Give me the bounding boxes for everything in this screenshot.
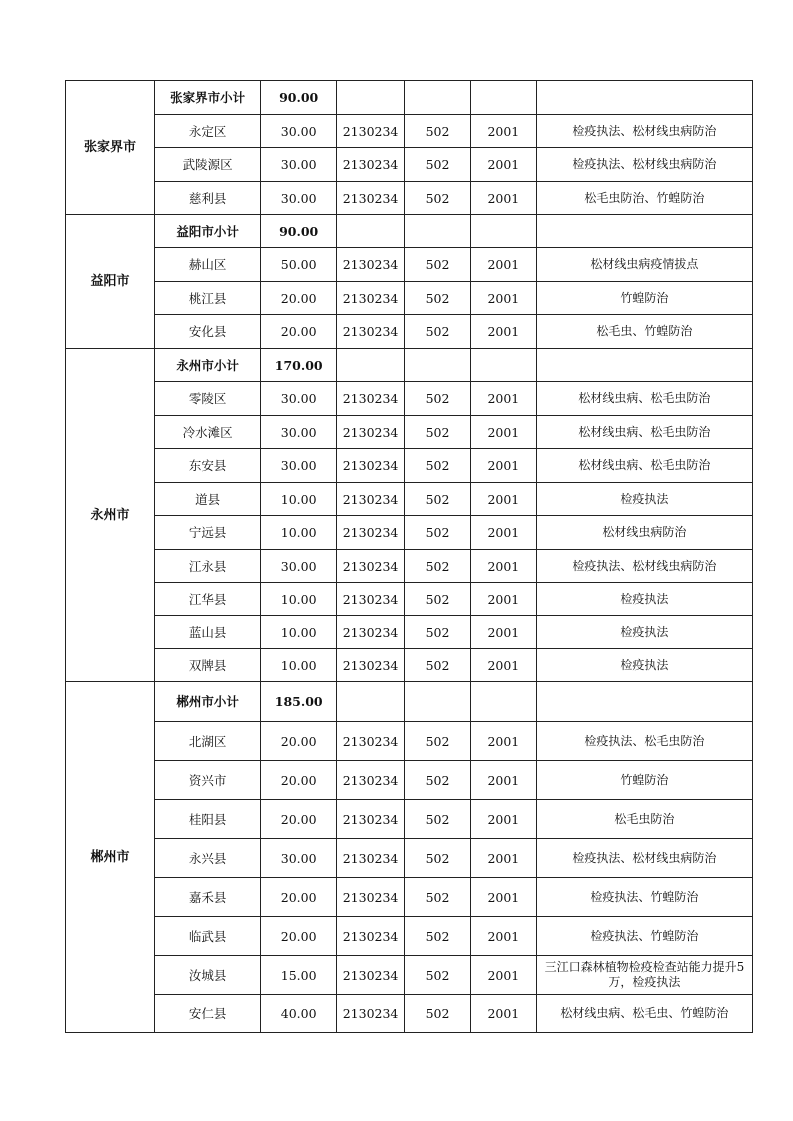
amount: 30.00 — [261, 839, 337, 878]
category-code: 2001 — [470, 722, 536, 761]
county-name: 北湖区 — [154, 722, 260, 761]
function-code: 2130234 — [337, 839, 405, 878]
description: 检疫执法 — [536, 649, 752, 682]
description: 松毛虫、竹蝗防治 — [536, 315, 752, 349]
function-code: 2130234 — [337, 115, 405, 148]
description: 竹蝗防治 — [536, 761, 752, 800]
amount: 50.00 — [261, 248, 337, 282]
amount: 30.00 — [261, 382, 337, 416]
table-row — [66, 956, 753, 995]
table-row — [66, 182, 753, 215]
function-code: 2130234 — [337, 282, 405, 315]
table-row — [66, 148, 753, 182]
economic-code: 502 — [405, 483, 471, 516]
county-name: 资兴市 — [154, 761, 260, 800]
county-name: 江永县 — [154, 550, 260, 583]
category-code: 2001 — [470, 800, 536, 839]
category-code: 2001 — [470, 550, 536, 583]
county-name: 道县 — [154, 483, 260, 516]
description: 松材线虫病、松毛虫防治 — [536, 382, 752, 416]
economic-code: 502 — [405, 800, 471, 839]
amount: 10.00 — [261, 649, 337, 682]
function-code: 2130234 — [337, 583, 405, 616]
economic-code: 502 — [405, 956, 471, 995]
empty-cell — [337, 682, 405, 722]
table-row — [66, 878, 753, 917]
table-row — [66, 282, 753, 315]
description: 检疫执法 — [536, 583, 752, 616]
table-row — [66, 649, 753, 682]
subtotal-amount: 90.00 — [261, 81, 337, 115]
category-code: 2001 — [470, 115, 536, 148]
county-name: 双牌县 — [154, 649, 260, 682]
function-code: 2130234 — [337, 248, 405, 282]
function-code: 2130234 — [337, 616, 405, 649]
description: 松材线虫病、松毛虫、竹蝗防治 — [536, 995, 752, 1033]
empty-cell — [405, 682, 471, 722]
empty-cell — [337, 215, 405, 248]
economic-code: 502 — [405, 115, 471, 148]
empty-cell — [405, 81, 471, 115]
city-name: 郴州市 — [66, 682, 155, 1033]
economic-code: 502 — [405, 917, 471, 956]
empty-cell — [470, 81, 536, 115]
empty-cell — [405, 349, 471, 382]
amount: 10.00 — [261, 583, 337, 616]
economic-code: 502 — [405, 449, 471, 483]
table-row — [66, 800, 753, 839]
county-name: 东安县 — [154, 449, 260, 483]
category-code: 2001 — [470, 761, 536, 800]
category-code: 2001 — [470, 917, 536, 956]
city-name: 益阳市 — [66, 215, 155, 349]
economic-code: 502 — [405, 382, 471, 416]
economic-code: 502 — [405, 416, 471, 449]
category-code: 2001 — [470, 616, 536, 649]
table-row — [66, 516, 753, 550]
function-code: 2130234 — [337, 182, 405, 215]
county-name: 永定区 — [154, 115, 260, 148]
subtotal-amount: 185.00 — [261, 682, 337, 722]
amount: 30.00 — [261, 449, 337, 483]
amount: 10.00 — [261, 516, 337, 550]
amount: 20.00 — [261, 761, 337, 800]
subtotal-label: 张家界市小计 — [154, 81, 260, 115]
category-code: 2001 — [470, 182, 536, 215]
economic-code: 502 — [405, 839, 471, 878]
function-code: 2130234 — [337, 315, 405, 349]
function-code: 2130234 — [337, 516, 405, 550]
economic-code: 502 — [405, 722, 471, 761]
subtotal-label: 永州市小计 — [154, 349, 260, 382]
description: 松材线虫病防治 — [536, 516, 752, 550]
description: 检疫执法、松材线虫病防治 — [536, 148, 752, 182]
county-name: 汝城县 — [154, 956, 260, 995]
category-code: 2001 — [470, 248, 536, 282]
description: 三江口森林植物检疫检查站能力提升5万，检疫执法 — [536, 956, 752, 995]
amount: 30.00 — [261, 550, 337, 583]
county-name: 慈利县 — [154, 182, 260, 215]
function-code: 2130234 — [337, 382, 405, 416]
function-code: 2130234 — [337, 761, 405, 800]
county-name: 宁远县 — [154, 516, 260, 550]
county-name: 蓝山县 — [154, 616, 260, 649]
function-code: 2130234 — [337, 550, 405, 583]
table-row — [66, 583, 753, 616]
subtotal-amount: 90.00 — [261, 215, 337, 248]
subtotal-row — [66, 215, 753, 248]
county-name: 安化县 — [154, 315, 260, 349]
empty-cell — [405, 215, 471, 248]
table-row — [66, 839, 753, 878]
county-name: 江华县 — [154, 583, 260, 616]
table-row — [66, 382, 753, 416]
county-name: 安仁县 — [154, 995, 260, 1033]
category-code: 2001 — [470, 315, 536, 349]
empty-cell — [536, 349, 752, 382]
economic-code: 502 — [405, 516, 471, 550]
table-row — [66, 761, 753, 800]
table-row — [66, 722, 753, 761]
amount: 20.00 — [261, 917, 337, 956]
empty-cell — [470, 682, 536, 722]
county-name: 桂阳县 — [154, 800, 260, 839]
description: 检疫执法、竹蝗防治 — [536, 917, 752, 956]
economic-code: 502 — [405, 182, 471, 215]
table-row — [66, 917, 753, 956]
category-code: 2001 — [470, 483, 536, 516]
table-row — [66, 315, 753, 349]
function-code: 2130234 — [337, 148, 405, 182]
function-code: 2130234 — [337, 878, 405, 917]
table-row — [66, 550, 753, 583]
category-code: 2001 — [470, 148, 536, 182]
function-code: 2130234 — [337, 956, 405, 995]
description: 检疫执法 — [536, 483, 752, 516]
description: 检疫执法 — [536, 616, 752, 649]
amount: 10.00 — [261, 483, 337, 516]
empty-cell — [536, 215, 752, 248]
function-code: 2130234 — [337, 416, 405, 449]
subtotal-row — [66, 81, 753, 115]
economic-code: 502 — [405, 315, 471, 349]
description: 检疫执法、竹蝗防治 — [536, 878, 752, 917]
amount: 30.00 — [261, 115, 337, 148]
empty-cell — [470, 349, 536, 382]
table-row — [66, 995, 753, 1033]
description: 松材线虫病、松毛虫防治 — [536, 449, 752, 483]
amount: 15.00 — [261, 956, 337, 995]
city-name: 张家界市 — [66, 81, 155, 215]
subtotal-label: 益阳市小计 — [154, 215, 260, 248]
amount: 20.00 — [261, 282, 337, 315]
economic-code: 502 — [405, 995, 471, 1033]
function-code: 2130234 — [337, 800, 405, 839]
category-code: 2001 — [470, 449, 536, 483]
category-code: 2001 — [470, 878, 536, 917]
table-row — [66, 416, 753, 449]
economic-code: 502 — [405, 878, 471, 917]
economic-code: 502 — [405, 761, 471, 800]
county-name: 桃江县 — [154, 282, 260, 315]
amount: 30.00 — [261, 148, 337, 182]
description: 检疫执法、松毛虫防治 — [536, 722, 752, 761]
city-name: 永州市 — [66, 349, 155, 682]
subtotal-row — [66, 349, 753, 382]
category-code: 2001 — [470, 583, 536, 616]
county-name: 零陵区 — [154, 382, 260, 416]
function-code: 2130234 — [337, 449, 405, 483]
empty-cell — [337, 349, 405, 382]
economic-code: 502 — [405, 282, 471, 315]
county-name: 赫山区 — [154, 248, 260, 282]
description: 松毛虫防治、竹蝗防治 — [536, 182, 752, 215]
economic-code: 502 — [405, 616, 471, 649]
category-code: 2001 — [470, 995, 536, 1033]
table-row — [66, 115, 753, 148]
amount: 20.00 — [261, 878, 337, 917]
county-name: 武陵源区 — [154, 148, 260, 182]
economic-code: 502 — [405, 248, 471, 282]
category-code: 2001 — [470, 416, 536, 449]
description: 松材线虫病疫情拔点 — [536, 248, 752, 282]
function-code: 2130234 — [337, 483, 405, 516]
amount: 10.00 — [261, 616, 337, 649]
county-name: 嘉禾县 — [154, 878, 260, 917]
description: 检疫执法、松材线虫病防治 — [536, 550, 752, 583]
empty-cell — [536, 81, 752, 115]
economic-code: 502 — [405, 649, 471, 682]
function-code: 2130234 — [337, 649, 405, 682]
description: 竹蝗防治 — [536, 282, 752, 315]
county-name: 永兴县 — [154, 839, 260, 878]
subtotal-row — [66, 682, 753, 722]
amount: 20.00 — [261, 315, 337, 349]
economic-code: 502 — [405, 148, 471, 182]
county-name: 冷水滩区 — [154, 416, 260, 449]
economic-code: 502 — [405, 550, 471, 583]
economic-code: 502 — [405, 583, 471, 616]
subtotal-amount: 170.00 — [261, 349, 337, 382]
category-code: 2001 — [470, 382, 536, 416]
description: 检疫执法、松材线虫病防治 — [536, 115, 752, 148]
category-code: 2001 — [470, 282, 536, 315]
category-code: 2001 — [470, 839, 536, 878]
amount: 20.00 — [261, 800, 337, 839]
subtotal-label: 郴州市小计 — [154, 682, 260, 722]
function-code: 2130234 — [337, 722, 405, 761]
category-code: 2001 — [470, 956, 536, 995]
amount: 40.00 — [261, 995, 337, 1033]
amount: 30.00 — [261, 416, 337, 449]
category-code: 2001 — [470, 649, 536, 682]
table-row — [66, 449, 753, 483]
function-code: 2130234 — [337, 995, 405, 1033]
empty-cell — [470, 215, 536, 248]
empty-cell — [337, 81, 405, 115]
table-row — [66, 248, 753, 282]
amount: 30.00 — [261, 182, 337, 215]
empty-cell — [536, 682, 752, 722]
description: 松毛虫防治 — [536, 800, 752, 839]
county-name: 临武县 — [154, 917, 260, 956]
table-row — [66, 616, 753, 649]
function-code: 2130234 — [337, 917, 405, 956]
allocation-table — [65, 80, 753, 1033]
amount: 20.00 — [261, 722, 337, 761]
table-row — [66, 483, 753, 516]
description: 松材线虫病、松毛虫防治 — [536, 416, 752, 449]
description: 检疫执法、松材线虫病防治 — [536, 839, 752, 878]
category-code: 2001 — [470, 516, 536, 550]
